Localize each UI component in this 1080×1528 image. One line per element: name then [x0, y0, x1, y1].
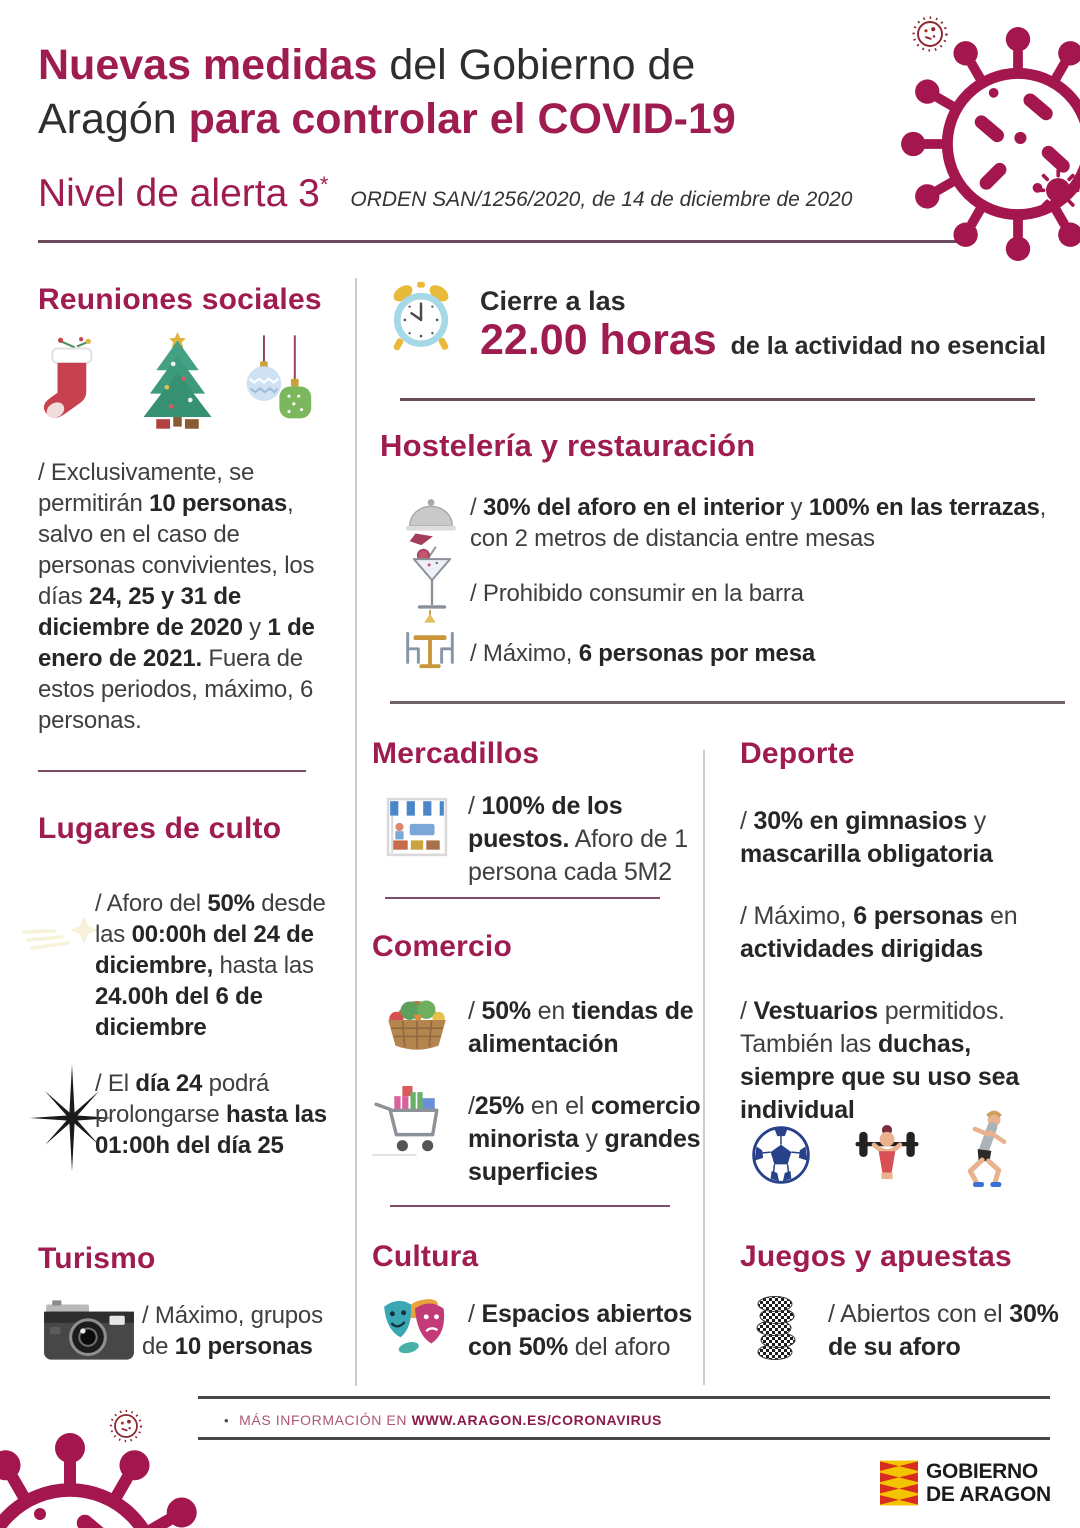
divider-vertical-left: [355, 278, 357, 1386]
deporte-item-3: / Vestuarios permitidos. También las duchas, siempre que su uso sea individual: [740, 997, 1020, 1124]
footer-bullet: •: [224, 1413, 230, 1428]
alert-level: Nivel de alerta 3*: [38, 172, 329, 215]
footer-info-prefix: MÁS INFORMACIÓN EN: [239, 1412, 412, 1428]
section-title-hosteleria: Hostelería y restauración: [380, 428, 756, 463]
hosteleria-item-1: / 30% del aforo en el interior y 100% en las terrazas, con 2 metros de distancia entre mesas: [470, 494, 1047, 552]
divider: [38, 770, 306, 772]
alert-asterisk: *: [319, 172, 329, 197]
closing-line1: Cierre a las: [480, 286, 626, 316]
closing-time: 22.00 horas: [480, 316, 717, 364]
divider: [400, 398, 1035, 401]
shopping-cart-icon: [370, 1082, 456, 1168]
lugares-item-1: / Aforo del 50% desde las 00:00h del 24 de diciembre, hasta las 24.00h del 6 de diciembre: [95, 890, 326, 1041]
deporte-item-2: / Máximo, 6 personas en actividades dirigidas: [740, 902, 1018, 963]
theater-masks-icon: [378, 1292, 458, 1356]
section-title-turismo: Turismo: [38, 1242, 156, 1275]
cultura-item: / Espacios abiertos con 50% del aforo: [468, 1300, 693, 1361]
section-title-lugares: Lugares de culto: [38, 812, 282, 845]
section-title-reuniones: Reuniones sociales: [38, 283, 322, 316]
title-rest-1: del Gobierno de: [377, 41, 696, 89]
hosteleria-item-3: / Máximo, 6 personas por mesa: [470, 640, 815, 667]
divider-footer-top: [198, 1396, 1050, 1399]
divider: [390, 1205, 670, 1207]
stocking-icon: [40, 335, 112, 435]
coronavirus-small-icon-bottom: [104, 1404, 148, 1448]
closing-scope: de la actividad no esencial: [730, 332, 1047, 360]
table-chairs-icon: [398, 608, 462, 676]
baubles-icon: [235, 335, 317, 437]
logo-text: [926, 1460, 1051, 1506]
section-title-deporte: Deporte: [740, 737, 855, 770]
lugares-item-2: / El día 24 podrá prolongarse hasta las 01:00h del día 25: [95, 1070, 327, 1159]
runner-icon: [952, 1108, 1016, 1192]
camera-icon: [42, 1294, 136, 1366]
divider-footer-bottom: [198, 1437, 1050, 1440]
order-reference: ORDEN SAN/1256/2020, de 14 de diciembre de 2020: [350, 188, 853, 211]
comercio-item-2: /25% en el comercio minorista y grandes superficies: [468, 1092, 701, 1186]
section-title-mercadillos: Mercadillos: [372, 737, 540, 770]
comercio-item-1: / 50% en tiendas de alimentación: [468, 997, 694, 1058]
turismo-item: / Máximo, grupos de 10 personas: [142, 1302, 323, 1360]
title-accent-1: Nuevas medidas: [38, 41, 378, 89]
alarm-clock-icon: [383, 280, 459, 356]
coronavirus-info-link[interactable]: WWW.ARAGON.ES/CORONAVIRUS: [411, 1412, 662, 1428]
footer-info: [224, 1412, 662, 1428]
cloche-icon: [402, 490, 460, 546]
closing-line2: [480, 316, 1046, 365]
divider: [390, 701, 1065, 704]
logo-line2: DE ARAGON: [926, 1483, 1051, 1506]
page-title: [38, 38, 868, 146]
gobierno-aragon-logo: [880, 1460, 1051, 1506]
title-rest-2: Aragón: [38, 95, 189, 143]
reuniones-body: / Exclusivamente, se permitirán 10 personas, salvo en el caso de personas convivientes, los días 24, 25 y 31 de diciembre de 2020 y 1 de enero de 2021. Fuera de estos periodos, máximo, 6 personas.: [38, 459, 315, 734]
logo-line1: GOBIERNO: [926, 1460, 1038, 1483]
hosteleria-item-2: / Prohibido consumir en la barra: [470, 580, 804, 607]
mercadillos-item: / 100% de los puestos. Aforo de 1 persona cada 5M2: [468, 792, 688, 886]
juegos-item: / Abiertos con el 30% de su aforo: [828, 1300, 1059, 1361]
section-title-cultura: Cultura: [372, 1240, 479, 1273]
coronavirus-small-icon: [906, 10, 954, 58]
title-accent-2: para controlar el COVID-19: [188, 95, 736, 143]
aragon-flag-icon: [880, 1460, 918, 1506]
alert-level-row: [38, 172, 852, 216]
market-stall-icon: [385, 795, 449, 859]
soccer-ball-icon: [748, 1122, 814, 1188]
section-title-juegos: Juegos y apuestas: [740, 1240, 1012, 1273]
christmas-tree-icon: [135, 330, 220, 435]
divider: [385, 897, 660, 899]
deporte-item-1: / 30% en gimnasios y mascarilla obligatoria: [740, 807, 993, 868]
grocery-basket-icon: [380, 988, 454, 1054]
divider-header: [38, 240, 973, 243]
section-title-comercio: Comercio: [372, 930, 512, 963]
poker-chips-icon: [750, 1292, 802, 1362]
weightlifter-icon: [848, 1118, 926, 1192]
